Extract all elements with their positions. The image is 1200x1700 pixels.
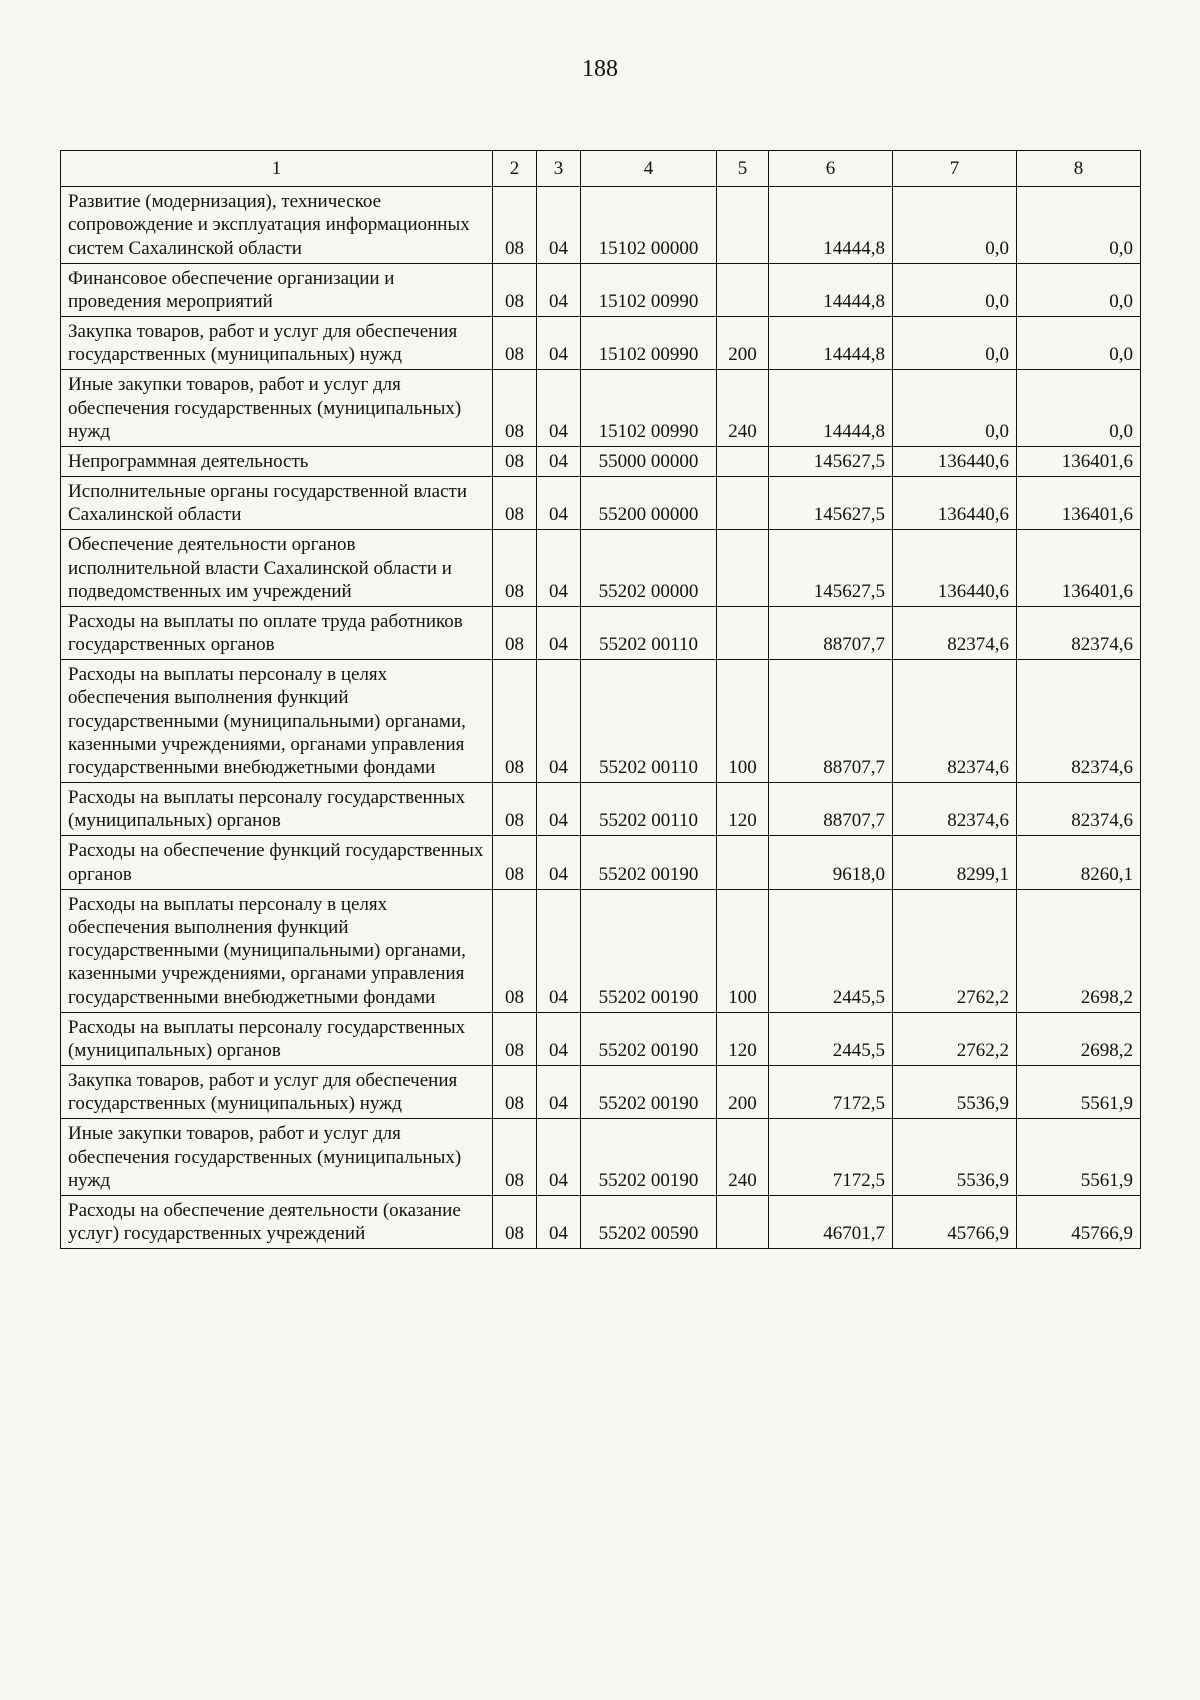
expense-type-code (717, 836, 769, 889)
amount-column-7: 136440,6 (893, 477, 1017, 530)
section-code: 08 (493, 530, 537, 607)
amount-column-7: 2762,2 (893, 1012, 1017, 1065)
table-row (61, 606, 1141, 659)
amount-column-7: 5536,9 (893, 1119, 1017, 1196)
amount-column-6: 14444,8 (769, 187, 893, 264)
column-number-row (61, 151, 1141, 187)
page-number: 188 (582, 56, 618, 82)
expense-item-name: Расходы на выплаты персоналу в целях обеспечения выполнения функций государственными (муниципальными) органами, казенными учреждениями, органами управления государственными внебюджетными фондами (61, 660, 493, 783)
subsection-code: 04 (537, 1012, 581, 1065)
subsection-code: 04 (537, 370, 581, 447)
subsection-code: 04 (537, 783, 581, 836)
amount-column-7: 0,0 (893, 370, 1017, 447)
target-article-code: 15102 00990 (581, 317, 717, 370)
column-header: 4 (581, 151, 717, 187)
amount-column-8: 136401,6 (1017, 477, 1141, 530)
expense-type-code (717, 187, 769, 264)
target-article-code: 55202 00110 (581, 783, 717, 836)
subsection-code: 04 (537, 836, 581, 889)
column-header: 3 (537, 151, 581, 187)
amount-column-6: 14444,8 (769, 370, 893, 447)
target-article-code: 15102 00990 (581, 263, 717, 316)
expense-type-code: 200 (717, 1066, 769, 1119)
table-row (61, 370, 1141, 447)
subsection-code: 04 (537, 477, 581, 530)
amount-column-8: 0,0 (1017, 317, 1141, 370)
expense-type-code (717, 263, 769, 316)
section-code: 08 (493, 836, 537, 889)
subsection-code: 04 (537, 263, 581, 316)
table-row (61, 1012, 1141, 1065)
expense-type-code: 120 (717, 1012, 769, 1065)
amount-column-8: 8260,1 (1017, 836, 1141, 889)
section-code: 08 (493, 187, 537, 264)
expense-type-code: 120 (717, 783, 769, 836)
expense-type-code: 240 (717, 370, 769, 447)
target-article-code: 55202 00190 (581, 1012, 717, 1065)
column-header: 8 (1017, 151, 1141, 187)
target-article-code: 55202 00190 (581, 1066, 717, 1119)
table-row (61, 660, 1141, 783)
table-row (61, 317, 1141, 370)
amount-column-8: 0,0 (1017, 370, 1141, 447)
target-article-code: 55202 00110 (581, 606, 717, 659)
amount-column-7: 82374,6 (893, 660, 1017, 783)
amount-column-6: 9618,0 (769, 836, 893, 889)
amount-column-8: 5561,9 (1017, 1119, 1141, 1196)
subsection-code: 04 (537, 446, 581, 476)
amount-column-6: 88707,7 (769, 783, 893, 836)
column-header: 1 (61, 151, 493, 187)
amount-column-6: 14444,8 (769, 317, 893, 370)
amount-column-6: 46701,7 (769, 1195, 893, 1248)
amount-column-7: 0,0 (893, 263, 1017, 316)
subsection-code: 04 (537, 317, 581, 370)
expense-type-code (717, 1195, 769, 1248)
column-header: 7 (893, 151, 1017, 187)
subsection-code: 04 (537, 1119, 581, 1196)
expense-item-name: Обеспечение деятельности органов исполнительной власти Сахалинской области и подведомственных им учреждений (61, 530, 493, 607)
amount-column-6: 88707,7 (769, 606, 893, 659)
amount-column-7: 136440,6 (893, 530, 1017, 607)
expense-type-code (717, 446, 769, 476)
expense-item-name: Расходы на выплаты по оплате труда работников государственных органов (61, 606, 493, 659)
amount-column-6: 7172,5 (769, 1066, 893, 1119)
expense-item-name: Закупка товаров, работ и услуг для обеспечения государственных (муниципальных) нужд (61, 317, 493, 370)
expense-item-name: Расходы на обеспечение деятельности (оказание услуг) государственных учреждений (61, 1195, 493, 1248)
section-code: 08 (493, 1119, 537, 1196)
subsection-code: 04 (537, 1066, 581, 1119)
amount-column-7: 0,0 (893, 187, 1017, 264)
expense-type-code: 240 (717, 1119, 769, 1196)
expense-item-name: Расходы на выплаты персоналу государственных (муниципальных) органов (61, 783, 493, 836)
subsection-code: 04 (537, 530, 581, 607)
target-article-code: 55202 00190 (581, 836, 717, 889)
expense-item-name: Иные закупки товаров, работ и услуг для обеспечения государственных (муниципальных) нужд (61, 370, 493, 447)
section-code: 08 (493, 446, 537, 476)
subsection-code: 04 (537, 889, 581, 1012)
amount-column-7: 8299,1 (893, 836, 1017, 889)
expense-item-name: Расходы на обеспечение функций государственных органов (61, 836, 493, 889)
amount-column-6: 145627,5 (769, 530, 893, 607)
expense-type-code: 100 (717, 889, 769, 1012)
target-article-code: 55202 00590 (581, 1195, 717, 1248)
amount-column-8: 0,0 (1017, 263, 1141, 316)
target-article-code: 15102 00000 (581, 187, 717, 264)
section-code: 08 (493, 606, 537, 659)
table-row (61, 1119, 1141, 1196)
target-article-code: 55202 00110 (581, 660, 717, 783)
budget-table (60, 150, 1141, 1249)
amount-column-6: 145627,5 (769, 446, 893, 476)
table-row (61, 1195, 1141, 1248)
expense-type-code (717, 477, 769, 530)
amount-column-7: 0,0 (893, 317, 1017, 370)
table-row (61, 263, 1141, 316)
amount-column-8: 45766,9 (1017, 1195, 1141, 1248)
amount-column-8: 136401,6 (1017, 530, 1141, 607)
amount-column-8: 2698,2 (1017, 889, 1141, 1012)
amount-column-8: 0,0 (1017, 187, 1141, 264)
expense-item-name: Закупка товаров, работ и услуг для обеспечения государственных (муниципальных) нужд (61, 1066, 493, 1119)
column-header: 5 (717, 151, 769, 187)
table-row (61, 530, 1141, 607)
expense-item-name: Исполнительные органы государственной власти Сахалинской области (61, 477, 493, 530)
amount-column-8: 5561,9 (1017, 1066, 1141, 1119)
table-row (61, 477, 1141, 530)
table-row (61, 187, 1141, 264)
amount-column-6: 7172,5 (769, 1119, 893, 1196)
table-row (61, 1066, 1141, 1119)
amount-column-8: 2698,2 (1017, 1012, 1141, 1065)
expense-type-code (717, 530, 769, 607)
amount-column-7: 82374,6 (893, 783, 1017, 836)
section-code: 08 (493, 370, 537, 447)
section-code: 08 (493, 783, 537, 836)
section-code: 08 (493, 477, 537, 530)
target-article-code: 55200 00000 (581, 477, 717, 530)
table-row (61, 889, 1141, 1012)
table-row (61, 783, 1141, 836)
expense-item-name: Непрограммная деятельность (61, 446, 493, 476)
target-article-code: 55202 00190 (581, 889, 717, 1012)
target-article-code: 55202 00190 (581, 1119, 717, 1196)
amount-column-6: 2445,5 (769, 1012, 893, 1065)
target-article-code: 55202 00000 (581, 530, 717, 607)
amount-column-7: 82374,6 (893, 606, 1017, 659)
section-code: 08 (493, 263, 537, 316)
subsection-code: 04 (537, 606, 581, 659)
section-code: 08 (493, 1012, 537, 1065)
column-header: 2 (493, 151, 537, 187)
table-body (61, 187, 1141, 1249)
amount-column-6: 2445,5 (769, 889, 893, 1012)
amount-column-8: 82374,6 (1017, 660, 1141, 783)
amount-column-8: 82374,6 (1017, 606, 1141, 659)
column-header: 6 (769, 151, 893, 187)
subsection-code: 04 (537, 660, 581, 783)
expense-item-name: Иные закупки товаров, работ и услуг для обеспечения государственных (муниципальных) нужд (61, 1119, 493, 1196)
amount-column-7: 5536,9 (893, 1066, 1017, 1119)
subsection-code: 04 (537, 187, 581, 264)
amount-column-8: 136401,6 (1017, 446, 1141, 476)
budget-table-container (60, 150, 1140, 1249)
expense-type-code (717, 606, 769, 659)
section-code: 08 (493, 1195, 537, 1248)
amount-column-7: 45766,9 (893, 1195, 1017, 1248)
expense-type-code: 100 (717, 660, 769, 783)
section-code: 08 (493, 889, 537, 1012)
amount-column-7: 2762,2 (893, 889, 1017, 1012)
expense-type-code: 200 (717, 317, 769, 370)
amount-column-6: 88707,7 (769, 660, 893, 783)
expense-item-name: Развитие (модернизация), техническое сопровождение и эксплуатация информационных систем Сахалинской области (61, 187, 493, 264)
section-code: 08 (493, 660, 537, 783)
subsection-code: 04 (537, 1195, 581, 1248)
amount-column-7: 136440,6 (893, 446, 1017, 476)
amount-column-6: 14444,8 (769, 263, 893, 316)
target-article-code: 15102 00990 (581, 370, 717, 447)
table-row (61, 836, 1141, 889)
amount-column-6: 145627,5 (769, 477, 893, 530)
expense-item-name: Финансовое обеспечение организации и проведения мероприятий (61, 263, 493, 316)
target-article-code: 55000 00000 (581, 446, 717, 476)
table-row (61, 446, 1141, 476)
expense-item-name: Расходы на выплаты персоналу государственных (муниципальных) органов (61, 1012, 493, 1065)
section-code: 08 (493, 317, 537, 370)
amount-column-8: 82374,6 (1017, 783, 1141, 836)
section-code: 08 (493, 1066, 537, 1119)
expense-item-name: Расходы на выплаты персоналу в целях обеспечения выполнения функций государственными (муниципальными) органами, казенными учреждениями, органами управления государственными внебюджетными фондами (61, 889, 493, 1012)
